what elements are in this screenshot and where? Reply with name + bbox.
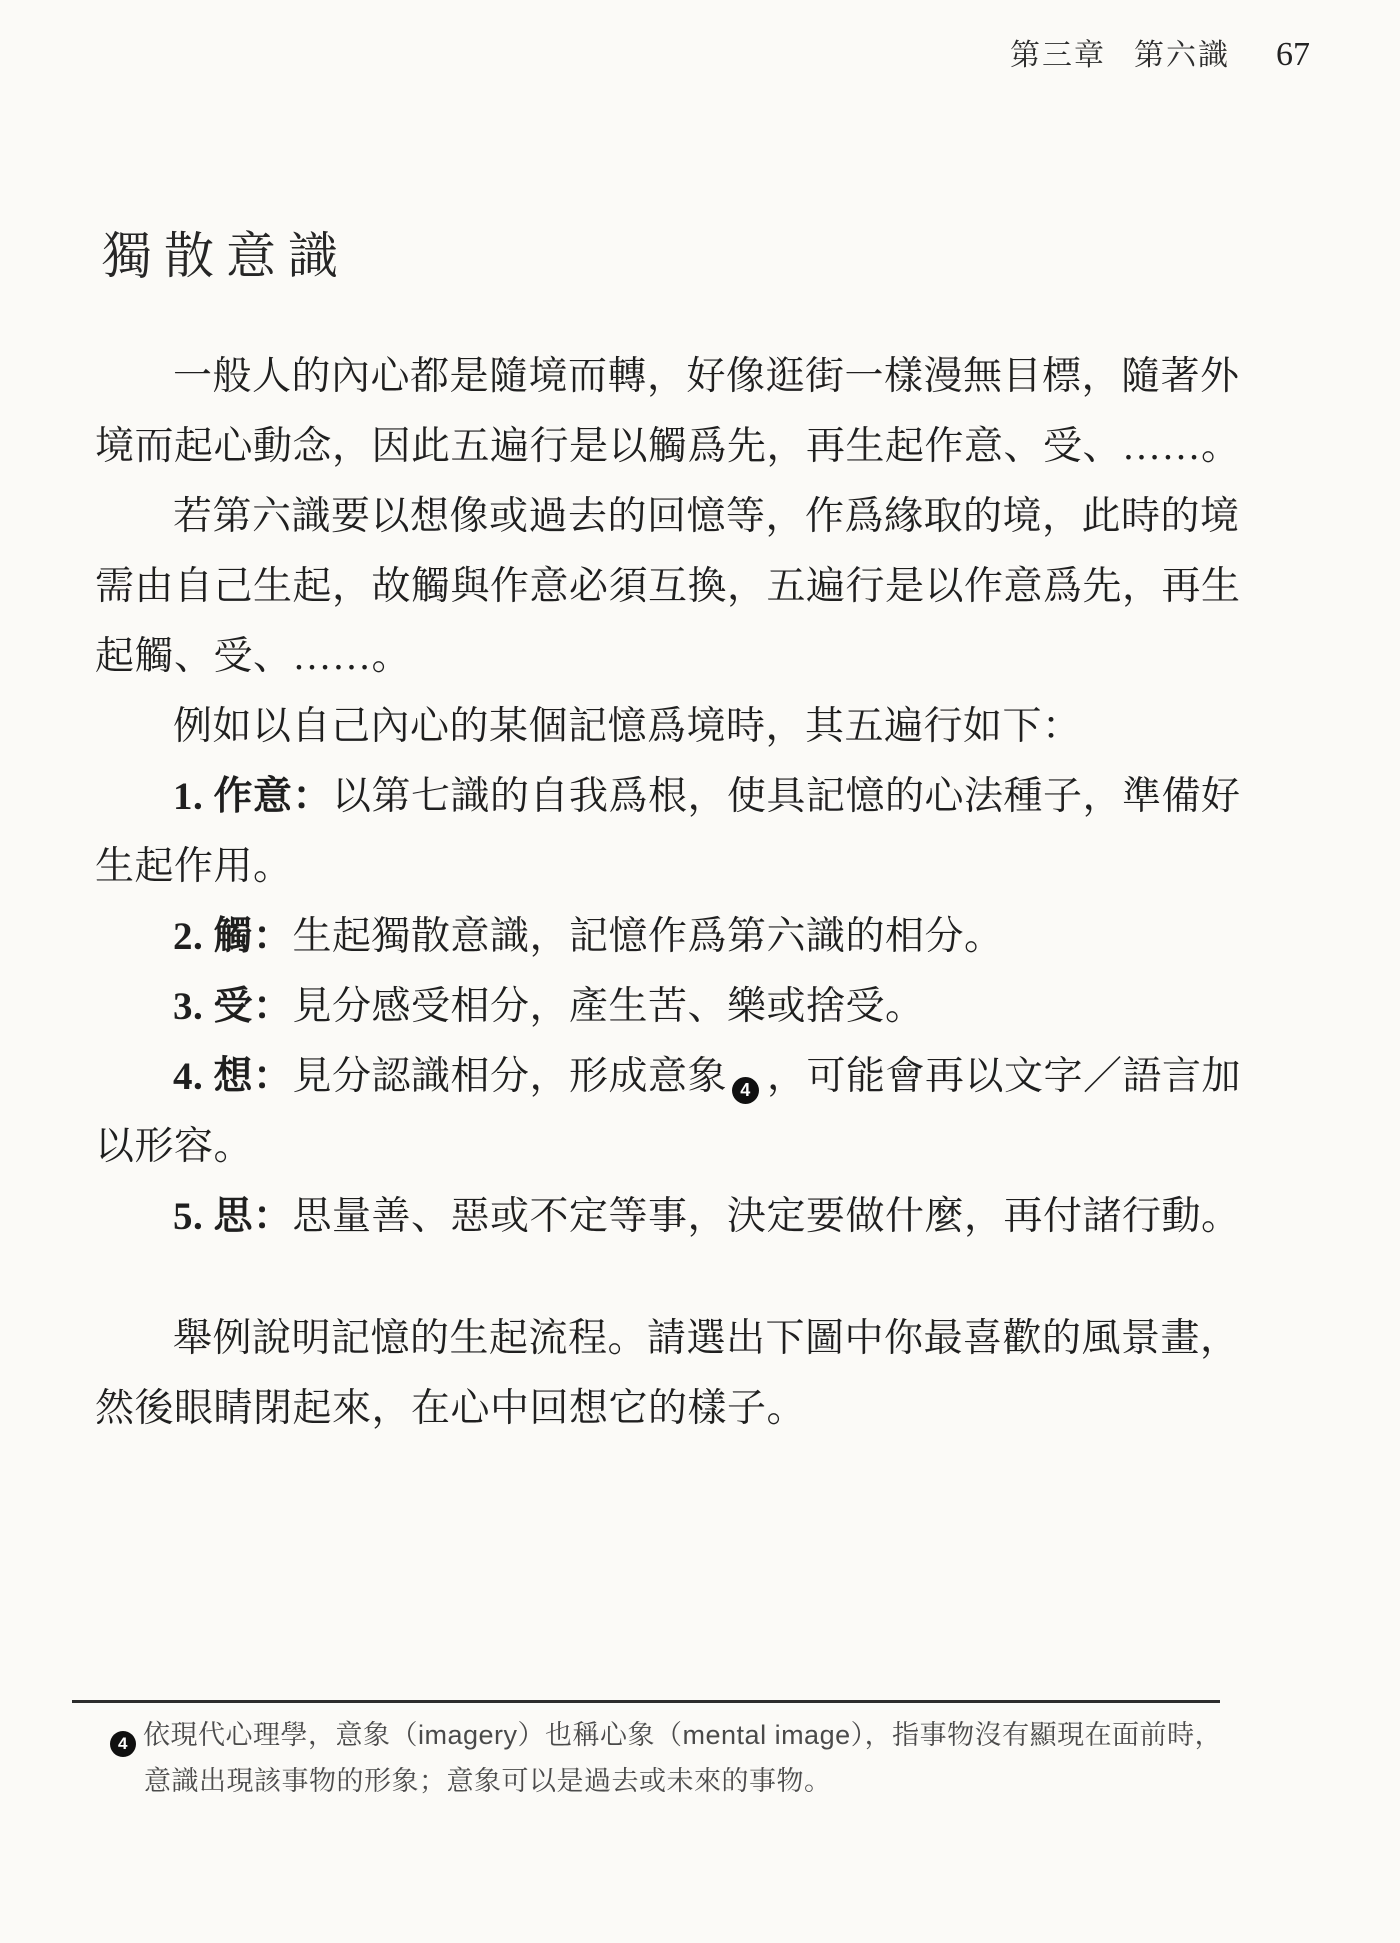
paragraph2-line2: 需由自己生起，故觸與作意必須互換，五遍行是以作意爲先，再生	[95, 565, 1241, 608]
page-number: 67	[1276, 36, 1310, 73]
list-item-5-line1	[95, 1182, 1241, 1252]
footnote-ref-4-number: 4	[740, 1080, 751, 1100]
header-chapter: 第三章	[1010, 39, 1106, 72]
list-item-5-label: 5. 思：	[173, 1195, 293, 1238]
footnote-ref-4-icon	[732, 1077, 759, 1104]
list-item-4-line2: 以形容。	[95, 1125, 254, 1168]
paragraph4-line2: 然後眼睛閉起來，在心中回想它的樣子。	[95, 1387, 807, 1430]
running-header	[0, 30, 1310, 74]
paragraph3-line1: 例如以自己內心的某個記憶爲境時，其五遍行如下：	[173, 705, 1082, 748]
footnote	[110, 1712, 1225, 1804]
list-item-2-label: 2. 觸：	[173, 915, 293, 958]
list-item-3-label: 3. 受：	[173, 985, 293, 1028]
list-item-4-label: 4. 想：	[173, 1055, 293, 1098]
list-item-2-line1	[95, 902, 1225, 972]
list-item-1-line2: 生起作用。	[95, 845, 293, 888]
list-item-4-line1	[95, 1042, 1242, 1112]
list-item-3-text: 見分感受相分，產生苦、樂或捨受。	[292, 985, 925, 1028]
paragraph-gap	[95, 1252, 1225, 1304]
list-item-5-text: 思量善、惡或不定等事，決定要做什麼，再付諸行動。	[292, 1195, 1241, 1238]
body-text	[95, 342, 1242, 1444]
paragraph1-line1: 一般人的內心都是隨境而轉，好像逛街一樣漫無目標，隨著外	[173, 355, 1240, 398]
footnote-marker-icon	[110, 1731, 136, 1757]
list-item-1-line1	[95, 762, 1241, 832]
footnote-marker-number: 4	[118, 1734, 128, 1753]
list-item-2-text: 生起獨散意識，記憶作爲第六識的相分。	[292, 915, 1004, 958]
section-title: 獨散意識	[102, 228, 350, 284]
footnote-line2: 意識出現該事物的形象；意象可以是過去或未來的事物。	[144, 1766, 832, 1796]
list-item-1-text: 以第七識的自我爲根，使具記憶的心法種子，準備好	[332, 775, 1241, 818]
list-item-1-label: 1. 作意：	[173, 775, 333, 818]
list-item-4-text-after: ，可能會再以文字／語言加	[767, 1055, 1242, 1098]
list-item-3-line1	[95, 972, 1225, 1042]
header-section: 第六識	[1134, 39, 1230, 72]
footnote-line1	[110, 1712, 1225, 1758]
footnote-text-line1: 依現代心理學，意象（imagery）也稱心象（mental image），指事物沒有顯現在面前時，	[143, 1720, 1223, 1750]
paragraph4-line1: 舉例說明記憶的生起流程。請選出下圖中你最喜歡的風景畫，	[173, 1317, 1240, 1360]
paragraph1-line2: 境而起心動念，因此五遍行是以觸爲先，再生起作意、受、……。	[95, 425, 1241, 468]
footnote-divider	[72, 1700, 1220, 1703]
paragraph2-line3: 起觸、受、……。	[95, 635, 412, 678]
paragraph2-line1: 若第六識要以想像或過去的回憶等，作爲緣取的境，此時的境	[173, 495, 1240, 538]
list-item-4-text-before: 見分認識相分，形成意象	[292, 1055, 728, 1098]
